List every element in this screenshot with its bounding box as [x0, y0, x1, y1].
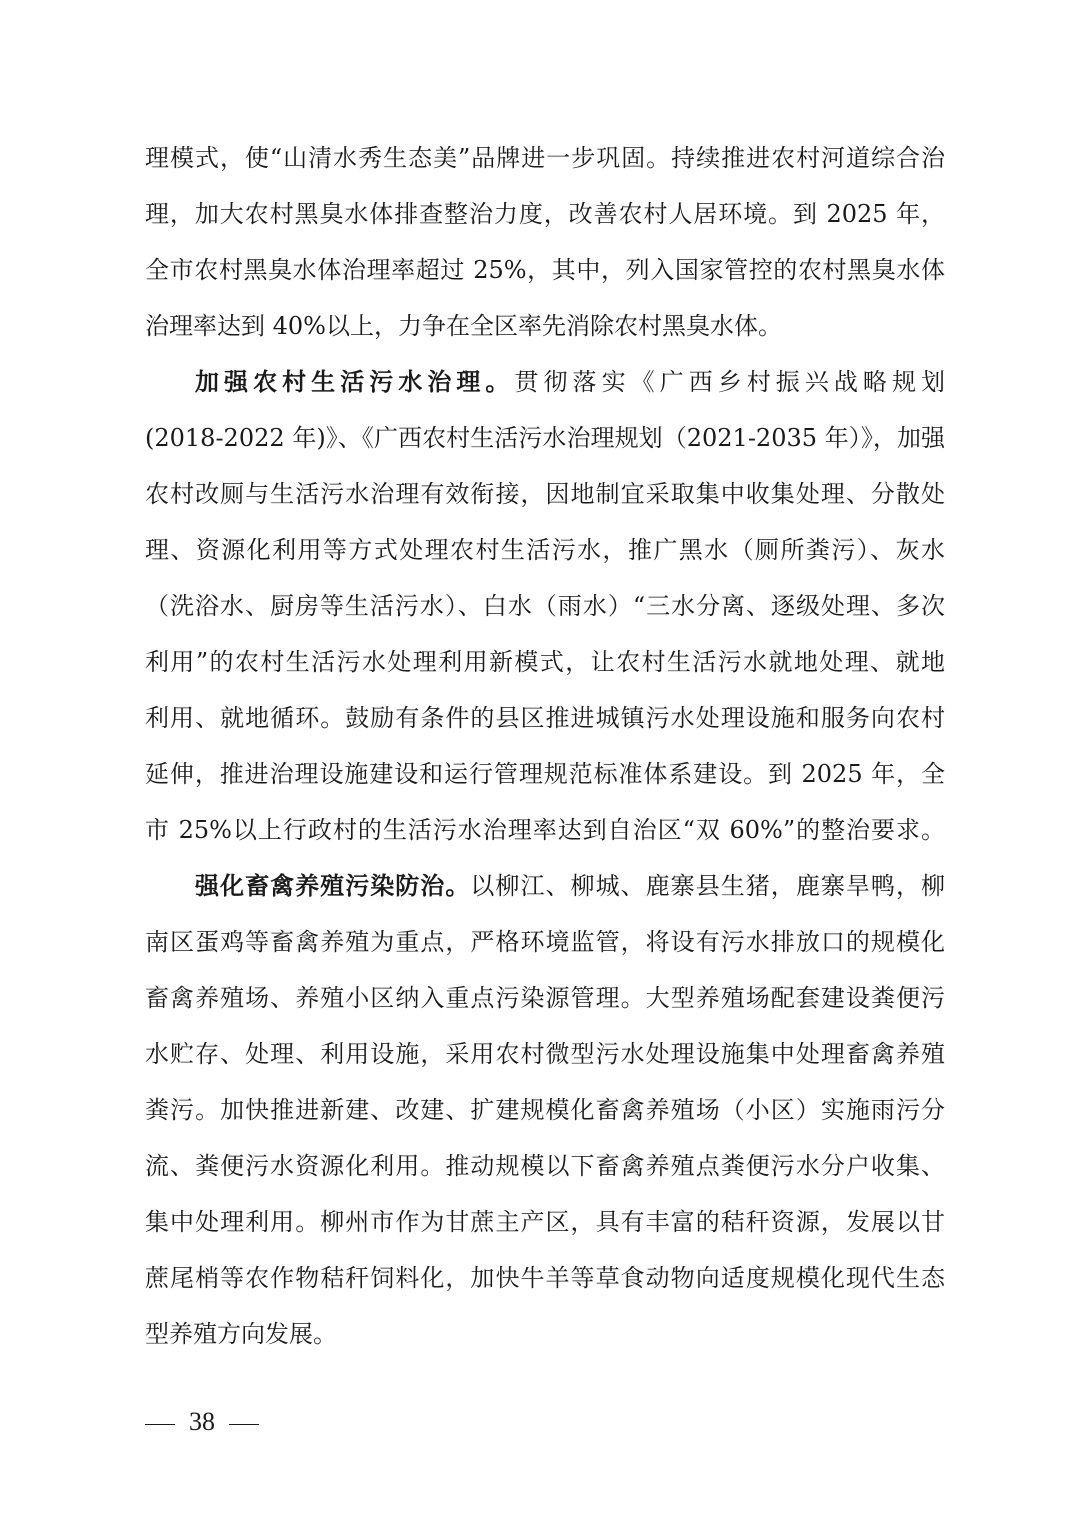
body-line: 流、粪便污水资源化利用。推动规模以下畜禽养殖点粪便污水分户收集、	[145, 1152, 945, 1180]
body-line: (2018-2022 年)》、《广西农村生活污水治理规划（2021-2035 年）》，加强	[145, 424, 945, 452]
page-footer	[145, 1397, 259, 1447]
body-line: 利用”的农村生活污水处理利用新模式，让农村生活污水就地处理、就地	[145, 648, 945, 676]
body-line: 蔗尾梢等农作物秸秆饲料化，加快牛羊等草食动物向适度规模化现代生态	[145, 1264, 945, 1292]
body-line: 南区蛋鸡等畜禽养殖为重点，严格环境监管，将设有污水排放口的规模化	[145, 928, 945, 956]
footer-dash-left	[145, 1424, 175, 1425]
body-line: 理，加大农村黑臭水体排查整治力度，改善农村人居环境。到 2025 年，	[145, 200, 945, 228]
page-number: 38	[189, 1407, 215, 1436]
body-line: 集中处理利用。柳州市作为甘蔗主产区，具有丰富的秸秆资源，发展以甘	[145, 1208, 945, 1236]
body-line: 理模式，使“山清水秀生态美”品牌进一步巩固。持续推进农村河道综合治	[145, 144, 945, 172]
body-line: 水贮存、处理、利用设施，采用农村微型污水处理设施集中处理畜禽养殖	[145, 1040, 945, 1068]
body-line: （洗浴水、厨房等生活污水）、白水（雨水）“三水分离、逐级处理、多次	[145, 592, 945, 620]
section-first-line	[195, 362, 945, 402]
footer-dash-right	[229, 1424, 259, 1425]
body-line: 治理率达到 40%以上，力争在全区率先消除农村黑臭水体。	[145, 312, 782, 340]
body-line: 畜禽养殖场、养殖小区纳入重点污染源管理。大型养殖场配套建设粪便污	[145, 984, 945, 1012]
body-line: 型养殖方向发展。	[145, 1320, 337, 1348]
section-text: 贯彻落实《广西乡村振兴战略规划	[514, 368, 946, 396]
section-heading: 强化畜禽养殖污染防治。	[195, 871, 471, 900]
body-line: 理、资源化利用等方式处理农村生活污水，推广黑水（厕所粪污）、灰水	[145, 536, 945, 564]
body-line: 农村改厕与生活污水治理有效衔接，因地制宜采取集中收集处理、分散处	[145, 480, 945, 508]
body-line: 利用、就地循环。鼓励有条件的县区推进城镇污水处理设施和服务向农村	[145, 704, 945, 732]
section-first-line	[195, 866, 945, 906]
body-line: 粪污。加快推进新建、改建、扩建规模化畜禽养殖场（小区）实施雨污分	[145, 1096, 945, 1124]
section-text: 以柳江、柳城、鹿寨县生猪，鹿寨旱鸭，柳	[470, 872, 946, 900]
body-line: 延伸，推进治理设施建设和运行管理规范标准体系建设。到 2025 年，全	[145, 760, 945, 788]
body-line: 全市农村黑臭水体治理率超过 25%，其中，列入国家管控的农村黑臭水体	[145, 256, 945, 284]
body-line: 市 25%以上行政村的生活污水治理率达到自治区“双 60%”的整治要求。	[145, 816, 945, 844]
section-heading: 加强农村生活污水治理。	[195, 367, 515, 396]
